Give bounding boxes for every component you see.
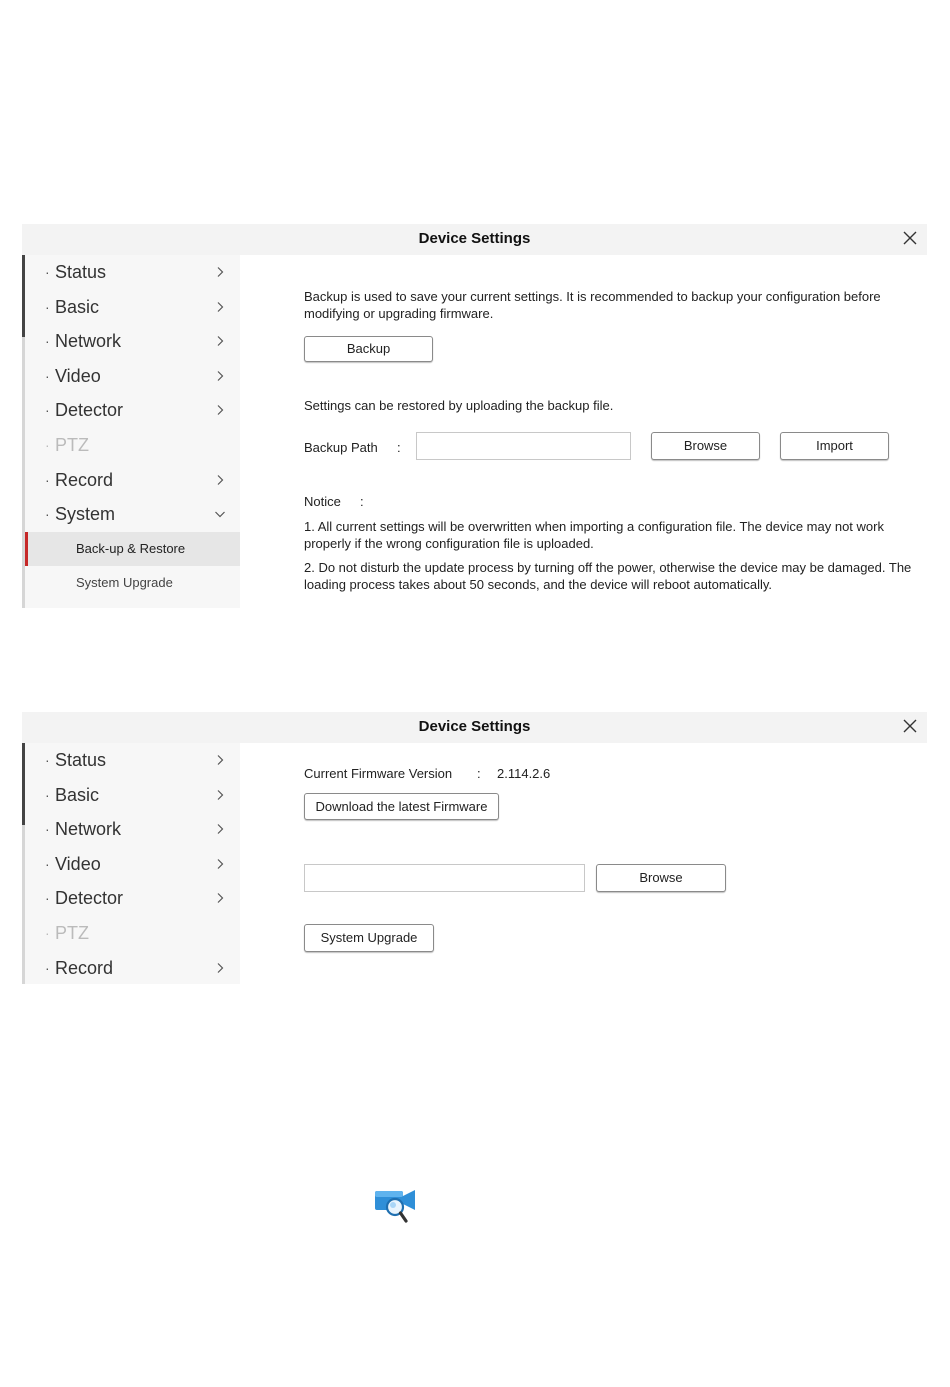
chevron-right-icon [214,892,226,904]
sidebar-item-video[interactable] [25,847,240,882]
close-icon[interactable] [901,229,919,247]
bullet-icon: · [45,752,50,768]
chevron-right-icon [214,962,226,974]
system-upgrade-button[interactable]: System Upgrade [304,924,434,952]
sidebar-subitem-label: System Upgrade [76,575,173,591]
bullet-icon: · [45,855,50,872]
chevron-right-icon [214,301,226,313]
bullet-icon: · [45,402,50,419]
import-button[interactable]: Import [780,432,889,460]
bullet-icon: · [45,821,50,838]
sidebar-item-label: PTZ [55,922,89,943]
sidebar-item-label: Video [55,853,101,874]
sidebar-item-ptz [25,428,240,463]
firmware-version-colon: : [477,766,481,781]
notice-colon: : [360,494,364,509]
sidebar-item-label: System [55,504,116,525]
sidebar-item-status[interactable] [25,743,240,778]
firmware-version-value: 2.114.2.6 [497,766,551,781]
bullet-icon: · [45,436,50,453]
bullet-icon: · [45,333,50,350]
sidebar-subitem-backup-restore[interactable] [25,532,240,567]
download-firmware-button[interactable]: Download the latest Firmware [304,793,499,820]
sidebar-item-video[interactable] [25,359,240,394]
window-title: Device Settings [418,230,531,247]
sidebar-item-label: Detector [55,888,124,909]
notice-label: Notice [304,494,341,509]
sidebar-item-label: Network [55,331,122,352]
sidebar-item-network[interactable] [25,812,240,847]
firmware-file-input[interactable] [304,864,585,892]
system-upgrade-content [304,743,927,984]
bullet-icon: · [45,959,50,976]
sidebar-item-label: Basic [55,296,100,317]
backup-button[interactable]: Backup [304,336,433,362]
notice-item-1: 1. All current settings will be overwritten when importing a configuration file. The device may not work properly if the wrong configuration file is uploaded. [304,519,884,551]
backup-path-input[interactable] [416,432,631,460]
device-settings-window-upgrade [22,712,927,984]
backup-restore-content [304,255,927,608]
sidebar-item-network[interactable] [25,324,240,359]
chevron-right-icon [214,404,226,416]
notice-item-2: 2. Do not disturb the update process by turning off the power, otherwise the device may be damaged. The loading process takes about 50 seconds, and the device will reboot automatically. [304,560,912,592]
sidebar-item-basic[interactable] [25,290,240,325]
chevron-right-icon [214,754,226,766]
sidebar-item-label: Basic [55,784,100,805]
browse-button[interactable]: Browse [596,864,726,892]
sidebar-item-detector[interactable] [25,393,240,428]
sidebar-item-record[interactable] [25,463,240,498]
chevron-right-icon [214,858,226,870]
sidebar-item-label: Video [55,365,101,386]
chevron-right-icon [214,789,226,801]
sidebar-item-basic[interactable] [25,778,240,813]
browse-button[interactable]: Browse [651,432,760,460]
sidebar-item-record[interactable] [25,951,240,986]
sidebar-item-label: Record [55,957,114,978]
chevron-right-icon [214,370,226,382]
firmware-version-label: Current Firmware Version [304,766,453,781]
camera-search-icon [374,1188,416,1224]
chevron-right-icon [214,823,226,835]
sidebar-subitem-system-upgrade[interactable] [25,566,240,601]
sidebar-item-system[interactable] [25,497,240,532]
bullet-icon: · [45,506,50,523]
sidebar-item-detector[interactable] [25,881,240,916]
chevron-right-icon [214,474,226,486]
window-title: Device Settings [418,718,531,735]
sidebar-item-ptz [25,916,240,951]
sidebar-item-label: Detector [55,400,124,421]
sidebar-item-label: Network [55,819,122,840]
sidebar-nav [25,743,240,984]
sidebar-item-label: PTZ [55,434,89,455]
bullet-icon: · [45,924,50,941]
bullet-icon: · [45,298,50,315]
title-bar [22,224,927,255]
chevron-right-icon [214,266,226,278]
close-icon[interactable] [901,717,919,735]
bullet-icon: · [45,471,50,488]
title-bar [22,712,927,743]
sidebar-item-label: Status [55,750,107,770]
bullet-icon: · [45,264,50,280]
bullet-icon: · [45,786,50,803]
bullet-icon: · [45,367,50,384]
sidebar-nav [25,255,240,608]
chevron-right-icon [214,335,226,347]
sidebar-item-label: Status [55,262,107,282]
backup-description: Backup is used to save your current settings. It is recommended to backup your configuration before modifying or upgrading firmware. [304,289,881,321]
sidebar-item-status[interactable] [25,255,240,290]
bullet-icon: · [45,890,50,907]
chevron-down-icon [214,508,226,520]
sidebar-item-label: Record [55,469,114,490]
backup-path-colon: : [397,440,401,455]
restore-description: Settings can be restored by uploading the backup file. [304,398,614,413]
device-settings-window-backup [22,224,927,608]
sidebar-subitem-label: Back-up & Restore [76,540,186,556]
backup-path-label: Backup Path [304,440,378,455]
